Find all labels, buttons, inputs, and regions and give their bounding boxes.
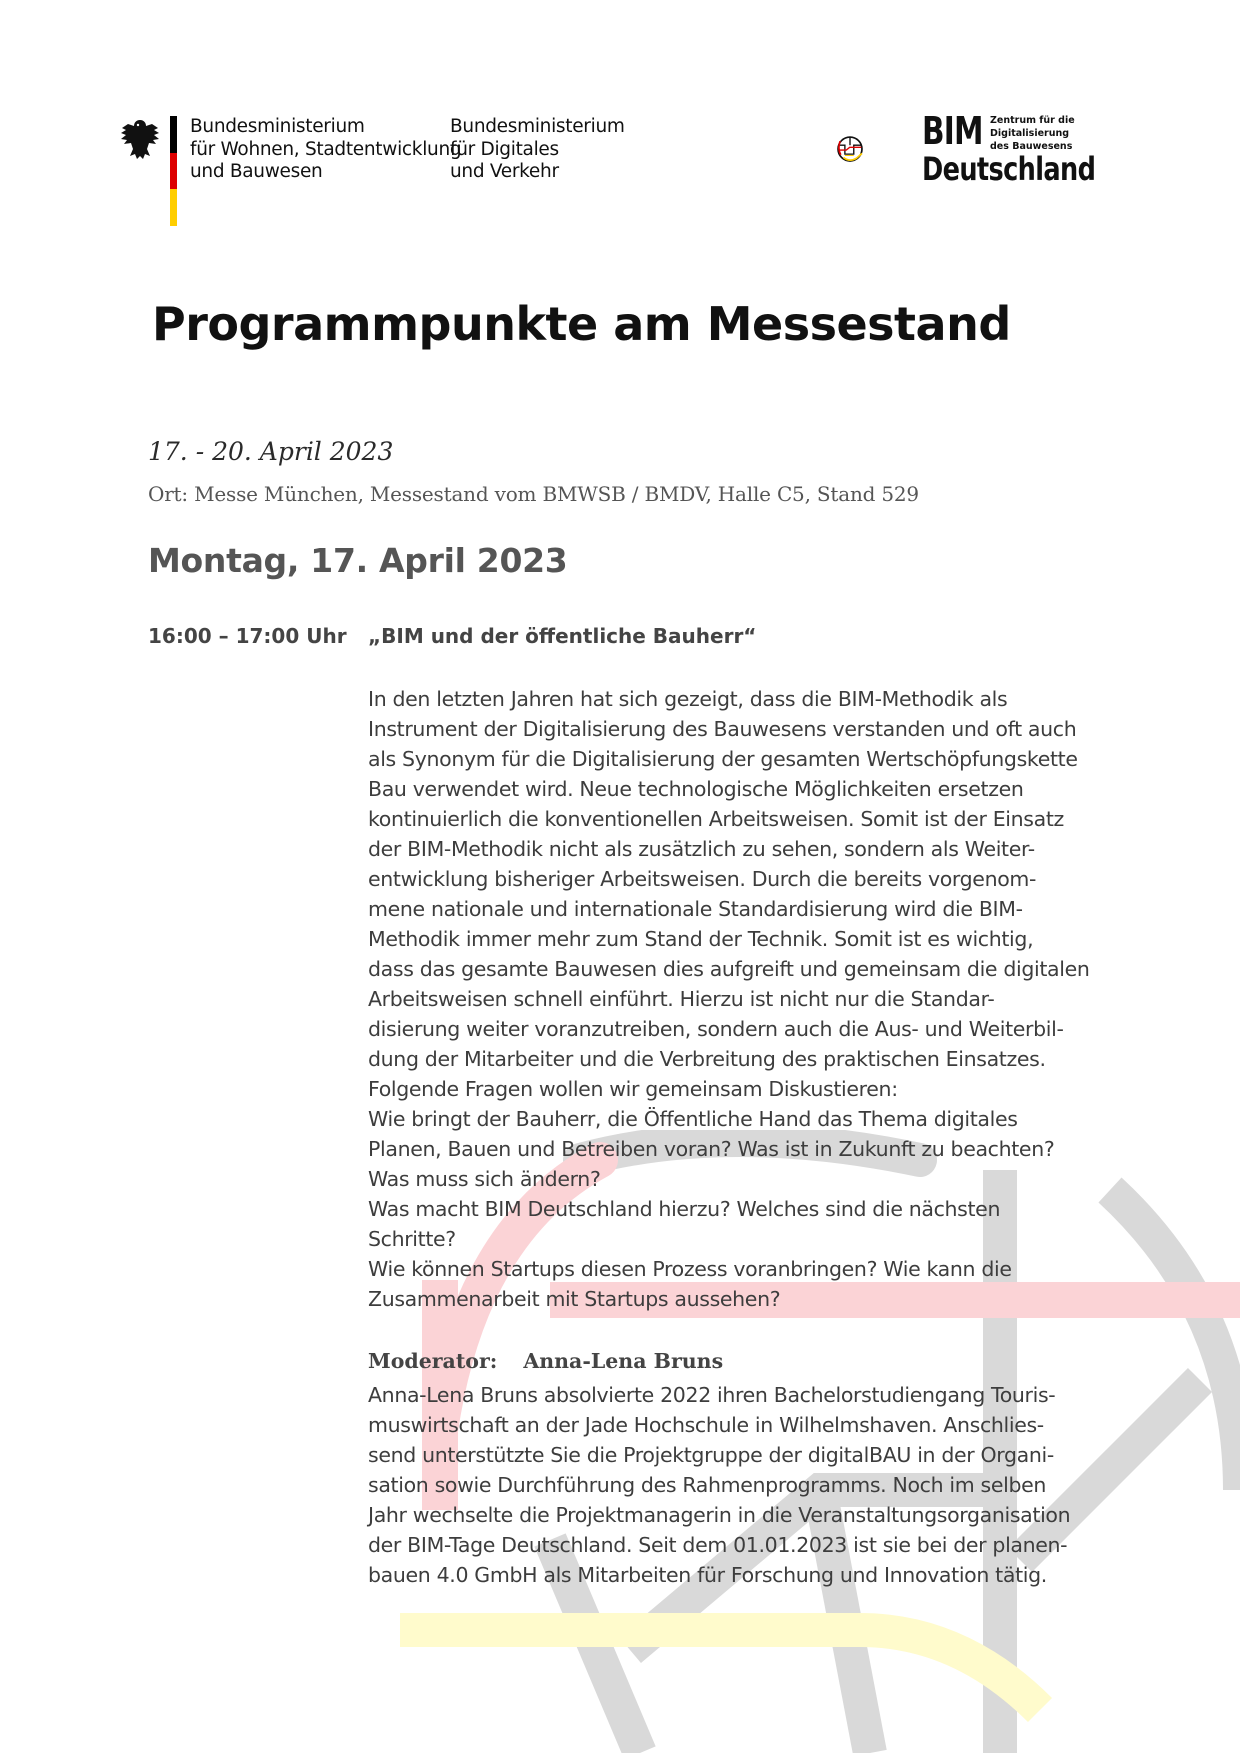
bim-logo-subword: Deutschland (922, 150, 1096, 188)
page-title: Programmpunkte am Messestand (152, 297, 1011, 351)
description-line: disierung weiter voranzutreiben, sondern auch die Aus- und Weiterbil- (368, 1017, 1064, 1041)
description-line: In den letzten Jahren hat sich gezeigt, dass die BIM-Methodik als (368, 687, 1008, 711)
ministry-bmwsb-name: Bundesministerium für Wohnen, Stadtentwicklung und Bauwesen (190, 116, 462, 182)
bim-logo-tagline: Zentrum für die Digitalisierung des Bauwesens (990, 115, 1075, 152)
federal-eagle-icon (118, 116, 162, 162)
moderator-name: Anna-Lena Bruns (523, 1349, 724, 1373)
description-line: Methodik immer mehr zum Stand der Technik. Somit ist es wichtig, (368, 927, 1034, 951)
description-line: als Synonym für die Digitalisierung der gesamten Wertschöpfungskette (368, 747, 1078, 771)
bio-line: Jahr wechselte die Projektmanagerin in die Veranstaltungsorganisation (368, 1503, 1071, 1527)
description-line: Was muss sich ändern? (368, 1167, 601, 1191)
description-line: Wie bringt der Bauherr, die Öffentliche Hand das Thema digitales (368, 1107, 1018, 1131)
session-time: 16:00 – 17:00 Uhr (148, 624, 347, 648)
ministry-bmdv-name: Bundesministerium für Digitales und Verkehr (450, 116, 625, 182)
bio-line: sation sowie Durchführung des Rahmenprogramms. Noch im selben (368, 1473, 1047, 1497)
event-date-range: 17. - 20. April 2023 (148, 437, 394, 466)
description-line: Folgende Fragen wollen wir gemeinsam Diskustieren: (368, 1077, 898, 1101)
bio-line: bauen 4.0 GmbH als Mitarbeiten für Forschung und Innovation tätig. (368, 1563, 1047, 1587)
german-flag-bar (170, 116, 177, 226)
description-line: Wie können Startups diesen Prozess voranbringen? Wie kann die (368, 1257, 1012, 1281)
description-line: Arbeitsweisen schnell einführt. Hierzu ist nicht nur die Standar- (368, 987, 995, 1011)
description-line: mene nationale und internationale Standardisierung wird die BIM- (368, 897, 1023, 921)
day-heading: Montag, 17. April 2023 (148, 541, 568, 580)
moderator-line (368, 1346, 723, 1376)
bio-line: der BIM-Tage Deutschland. Seit dem 01.01.2023 ist sie bei der planen- (368, 1533, 1068, 1557)
description-line: Zusammenarbeit mit Startups aussehen? (368, 1287, 781, 1311)
description-line: Instrument der Digitalisierung des Bauwesens verstanden und oft auch (368, 717, 1077, 741)
description-line: Was macht BIM Deutschland hierzu? Welches sind die nächsten (368, 1197, 1001, 1221)
description-line: Schritte? (368, 1227, 456, 1251)
bio-line: Anna-Lena Bruns absolvierte 2022 ihren Bachelorstudiengang Touris- (368, 1383, 1056, 1407)
session-description (368, 684, 1108, 1314)
description-line: dung der Mitarbeiter und die Verbreitung des praktischen Einsatzes. (368, 1047, 1046, 1071)
description-line: dass das gesamte Bauwesen dies aufgreift und gemeinsam die digitalen (368, 957, 1090, 981)
bim-deutschland-logo-icon (836, 108, 918, 190)
description-line: kontinuierlich die konventionellen Arbeitsweisen. Somit ist der Einsatz (368, 807, 1064, 831)
event-location: Ort: Messe München, Messestand vom BMWSB / BMDV, Halle C5, Stand 529 (148, 482, 919, 506)
description-line: entwicklung bisheriger Arbeitsweisen. Durch die bereits vorgenom- (368, 867, 1037, 891)
bio-line: send unterstützte Sie die Projektgruppe der digitalBAU in der Organi- (368, 1443, 1054, 1467)
description-line: Bau verwendet wird. Neue technologische Möglichkeiten ersetzen (368, 777, 1024, 801)
session-title: „BIM und der öffentliche Bauherr“ (368, 624, 757, 648)
bim-logo-word: BIM (922, 109, 983, 153)
moderator-label: Moderator: (368, 1349, 498, 1373)
moderator-bio (368, 1380, 1108, 1590)
description-line: Planen, Bauen und Betreiben voran? Was ist in Zukunft zu beachten? (368, 1137, 1055, 1161)
description-line: der BIM-Methodik nicht als zusätzlich zu sehen, sondern als Weiter- (368, 837, 1035, 861)
bio-line: muswirtschaft an der Jade Hochschule in Wilhelmshaven. Anschlies- (368, 1413, 1044, 1437)
